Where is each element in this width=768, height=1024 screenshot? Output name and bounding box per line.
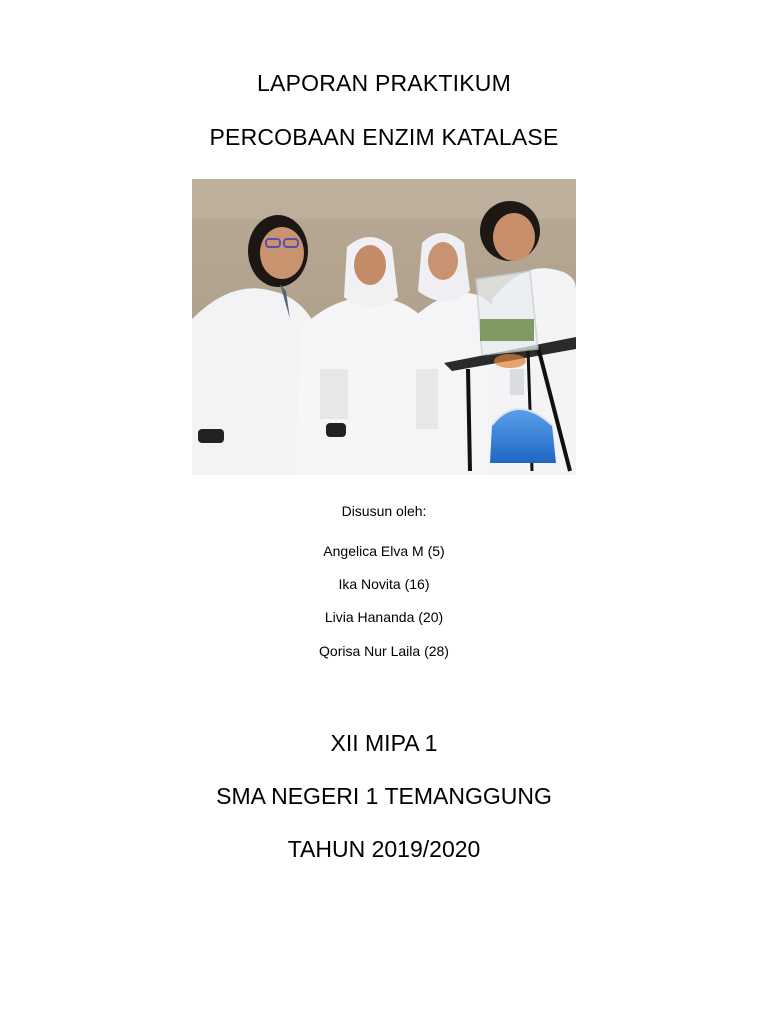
report-subtitle: PERCOBAAN ENZIM KATALASE <box>209 124 559 150</box>
school-name: SMA NEGERI 1 TEMANGGUNG <box>216 783 552 809</box>
group-photo <box>192 179 576 475</box>
academic-year: TAHUN 2019/2020 <box>287 836 481 862</box>
compiled-by-label: Disusun oleh: <box>341 503 427 519</box>
author-name: Ika Novita (16) <box>338 576 430 592</box>
author-name: Qorisa Nur Laila (28) <box>319 643 449 659</box>
lab-photo-illustration <box>192 179 576 475</box>
report-title: LAPORAN PRAKTIKUM <box>257 70 511 96</box>
class-name: XII MIPA 1 <box>330 730 438 756</box>
author-name: Angelica Elva M (5) <box>323 543 445 559</box>
author-name: Livia Hananda (20) <box>324 609 444 625</box>
